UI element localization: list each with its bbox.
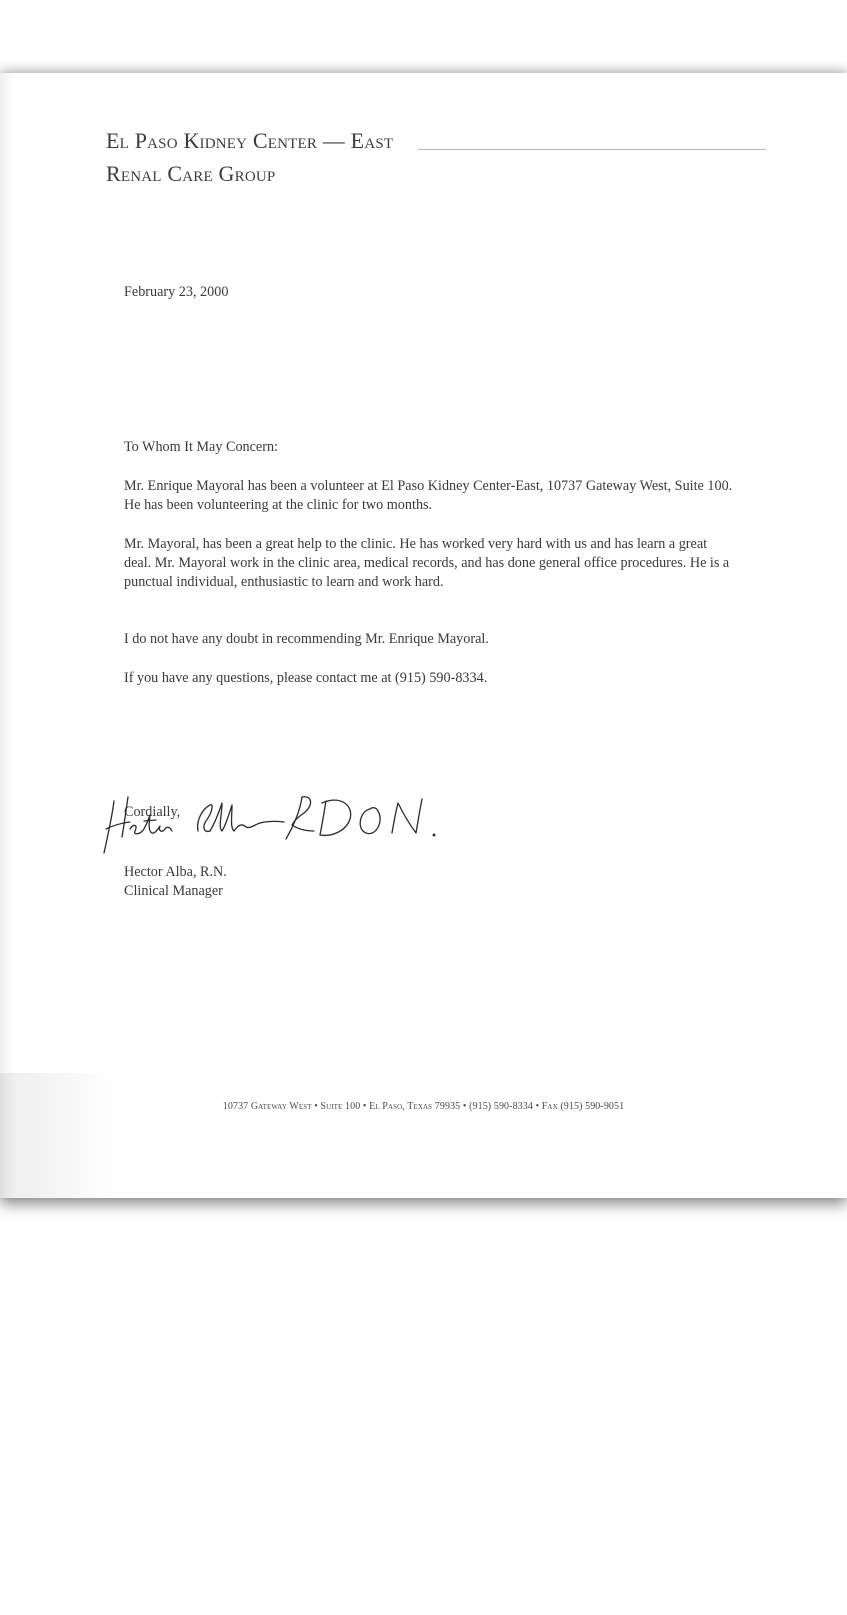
letter-page bbox=[0, 73, 847, 1198]
scan-shadow-left bbox=[0, 73, 14, 1198]
letter-paragraph-3: I do not have any doubt in recommending Mr. Enrique Mayoral. bbox=[124, 631, 489, 647]
signer-name: Hector Alba, R.N. bbox=[124, 864, 227, 880]
letter-paragraph-4: If you have any questions, please contact me at (915) 590-8334. bbox=[124, 670, 488, 686]
letter-salutation: To Whom It May Concern: bbox=[124, 439, 278, 455]
letterhead-organization: El Paso Kidney Center — East bbox=[106, 128, 394, 153]
signer-title: Clinical Manager bbox=[124, 883, 223, 899]
letter-date: February 23, 2000 bbox=[124, 284, 229, 300]
letter-paragraph-2: Mr. Mayoral, has been a great help to the clinic. He has worked very hard with us and has learn a great deal. Mr. Mayoral work in the clinic area, medical records, and has done general office procedures. He is a punctual individual, enthusiastic to learn and work hard. bbox=[124, 536, 730, 590]
letterhead bbox=[106, 127, 766, 188]
letterhead-rule bbox=[418, 149, 766, 150]
letter-paragraph-1: Mr. Enrique Mayoral has been a volunteer at El Paso Kidney Center-East, 10737 Gateway West, Suite 100. He has been volunteering at the clinic for two months. bbox=[124, 478, 733, 513]
letter-closing: Cordially, bbox=[124, 804, 181, 820]
footer-address: 10737 Gateway West • Suite 100 • El Paso, Texas 79935 • (915) 590-8334 • Fax (915) 590-9051 bbox=[222, 1101, 625, 1112]
handwritten-signature bbox=[100, 791, 440, 861]
signer-block bbox=[124, 863, 227, 901]
letterhead-parent-group: Renal Care Group bbox=[106, 161, 276, 186]
scan-shadow-bottom bbox=[0, 1073, 120, 1198]
